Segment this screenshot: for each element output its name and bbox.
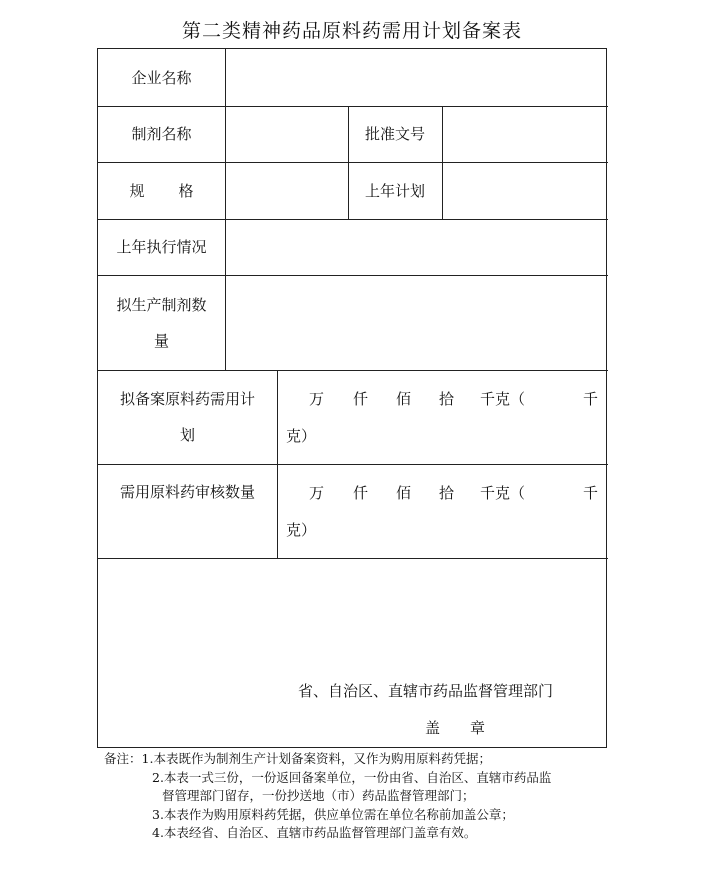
unit-shi: 拾 bbox=[439, 390, 455, 408]
unit-kg: 千克（ bbox=[480, 390, 526, 408]
review-quantity-field[interactable] bbox=[278, 465, 608, 558]
filing-plan-label-line: 划 bbox=[179, 426, 195, 444]
unit-shi: 拾 bbox=[439, 484, 455, 502]
filing-form-table bbox=[97, 48, 607, 748]
planned-quantity-label-line: 量 bbox=[153, 331, 169, 350]
specification-label-part: 规 bbox=[129, 181, 145, 200]
specification-label bbox=[98, 162, 225, 219]
notes-prefix: 备注： bbox=[104, 751, 142, 766]
unit-qian: 仟 bbox=[353, 484, 369, 502]
unit-ke: 克） bbox=[286, 521, 317, 539]
last-year-execution-field[interactable] bbox=[226, 220, 608, 275]
preparation-name-field[interactable] bbox=[226, 107, 348, 162]
review-quantity-label: 需用原料药审核数量 bbox=[119, 483, 255, 501]
approval-number-label: 批准文号 bbox=[364, 125, 425, 143]
form-title: 第二类精神药品原料药需用计划备案表 bbox=[181, 20, 522, 42]
planned-quantity-field[interactable] bbox=[226, 276, 608, 370]
note-item: 3.本表作为购用原料药凭据，供应单位需在单位名称前加盖公章； bbox=[152, 806, 514, 822]
notes bbox=[104, 750, 551, 843]
unit-kg: 千克（ bbox=[480, 484, 526, 502]
specification-field[interactable] bbox=[226, 163, 348, 219]
unit-bai: 佰 bbox=[396, 390, 412, 408]
unit-wan: 万 bbox=[309, 390, 325, 408]
approval-seal-area[interactable] bbox=[98, 559, 608, 748]
unit-ke: 克） bbox=[286, 427, 317, 445]
specification-label-part: 格 bbox=[178, 181, 194, 200]
unit-qian2: 千 bbox=[583, 484, 599, 502]
company-name-label: 企业名称 bbox=[131, 68, 192, 87]
department-text: 省、自治区、直辖市药品监督管理部门 bbox=[298, 682, 554, 700]
approval-number-field[interactable] bbox=[443, 107, 608, 162]
last-year-plan-field[interactable] bbox=[443, 163, 608, 219]
unit-qian2: 千 bbox=[583, 390, 599, 408]
company-name-field[interactable] bbox=[226, 49, 608, 106]
unit-bai: 佰 bbox=[396, 484, 412, 502]
note-1: 1.本表既作为制剂生产计划备案资料，又作为购用原料药凭据； bbox=[141, 751, 491, 766]
planned-quantity-label-line: 拟生产制剂数 bbox=[116, 295, 207, 314]
note-item: 4.本表经省、自治区、直辖市药品监督管理部门盖章有效。 bbox=[152, 825, 477, 841]
last-year-plan-label: 上年计划 bbox=[364, 181, 425, 200]
filing-plan-field[interactable] bbox=[278, 371, 608, 464]
filing-plan-label bbox=[98, 370, 277, 464]
filing-plan-label-line: 拟备案原料药需用计 bbox=[119, 390, 255, 408]
note-item: 督管理部门留存，一份抄送地（市）药品监督管理部门； bbox=[162, 788, 475, 804]
unit-wan: 万 bbox=[309, 484, 325, 502]
last-year-execution-label: 上年执行情况 bbox=[116, 238, 207, 256]
note-item bbox=[104, 750, 551, 769]
preparation-name-label: 制剂名称 bbox=[131, 125, 192, 143]
seal-text: 盖 章 bbox=[425, 719, 486, 737]
unit-qian: 仟 bbox=[353, 390, 369, 408]
note-item: 2.本表一式三份，一份返回备案单位，一份由省、自治区、直辖市药品监 bbox=[152, 769, 552, 785]
planned-quantity-label bbox=[98, 275, 225, 370]
